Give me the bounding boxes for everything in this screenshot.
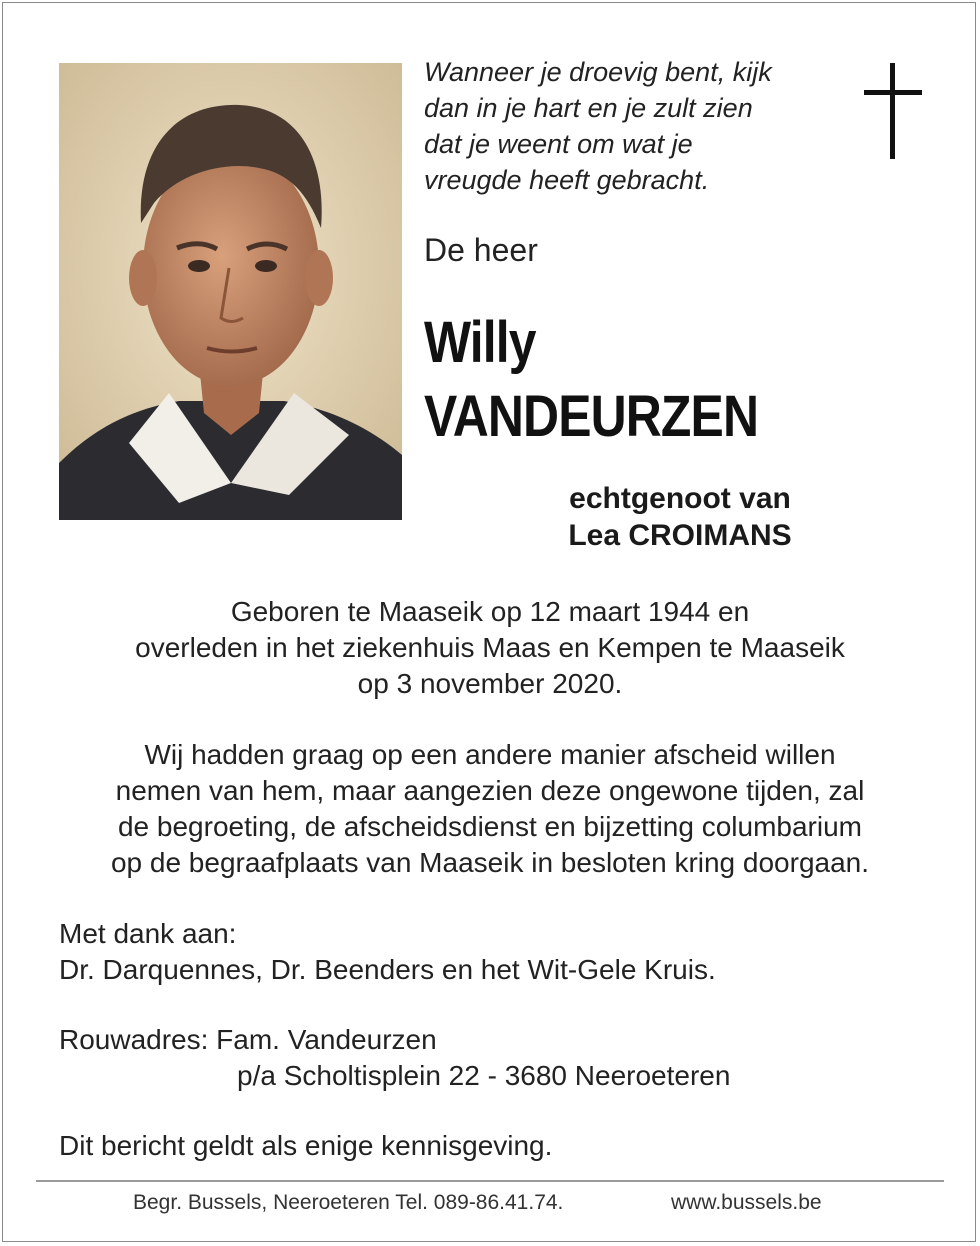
notice-text — [59, 1128, 939, 1164]
farewell-line: nemen van hem, maar aangezien deze ongewone tijden, zal — [115, 775, 865, 806]
life-line: op 3 november 2020. — [357, 668, 623, 699]
poem — [424, 54, 854, 198]
address-line-2: p/a Scholtisplein 22 - 3680 Neeroeteren — [237, 1060, 731, 1091]
farewell-line: op de begraafplaats van Maaseik in besloten kring doorgaan. — [110, 847, 870, 878]
cross-icon — [864, 63, 922, 159]
farewell-line: de begroeting, de afscheidsdienst en bijzetting columbarium — [117, 811, 862, 842]
footer-divider — [36, 1180, 944, 1182]
poem-line: vreugde heeft gebracht. — [424, 165, 710, 195]
spouse-info — [520, 480, 840, 554]
farewell-line: Wij hadden graag op een andere manier afscheid willen — [144, 739, 836, 770]
poem-line: dan in je hart en je zult zien — [424, 93, 753, 123]
last-name: VANDEURZEN — [424, 384, 759, 449]
first-name: Willy — [424, 310, 536, 375]
deceased-name — [424, 306, 758, 454]
poem-line: Wanneer je droevig bent, kijk — [424, 57, 772, 87]
farewell-text — [20, 737, 960, 881]
spouse-label: echtgenoot van — [569, 482, 791, 515]
thanks-heading: Met dank aan: — [59, 918, 237, 949]
life-line: Geboren te Maaseik op 12 maart 1944 en — [230, 596, 750, 627]
notice-line: Dit bericht geldt als enige kennisgeving. — [59, 1130, 553, 1161]
life-dates — [20, 594, 960, 702]
thanks — [59, 916, 939, 988]
website-link[interactable]: www.bussels.be — [671, 1191, 822, 1214]
mourning-address — [59, 1022, 939, 1094]
portrait-photo — [59, 63, 402, 520]
thanks-names: Dr. Darquennes, Dr. Beenders en het Wit-Gele Kruis. — [59, 954, 716, 985]
honorific: De heer — [424, 232, 538, 268]
poem-line: dat je weent om wat je — [424, 129, 693, 159]
address-line-1: Rouwadres: Fam. Vandeurzen — [59, 1024, 437, 1055]
spouse-name: Lea CROIMANS — [568, 519, 792, 552]
undertaker-info: Begr. Bussels, Neeroeteren Tel. 089-86.41.74. — [133, 1191, 564, 1214]
life-line: overleden in het ziekenhuis Maas en Kempen te Maaseik — [135, 632, 845, 663]
